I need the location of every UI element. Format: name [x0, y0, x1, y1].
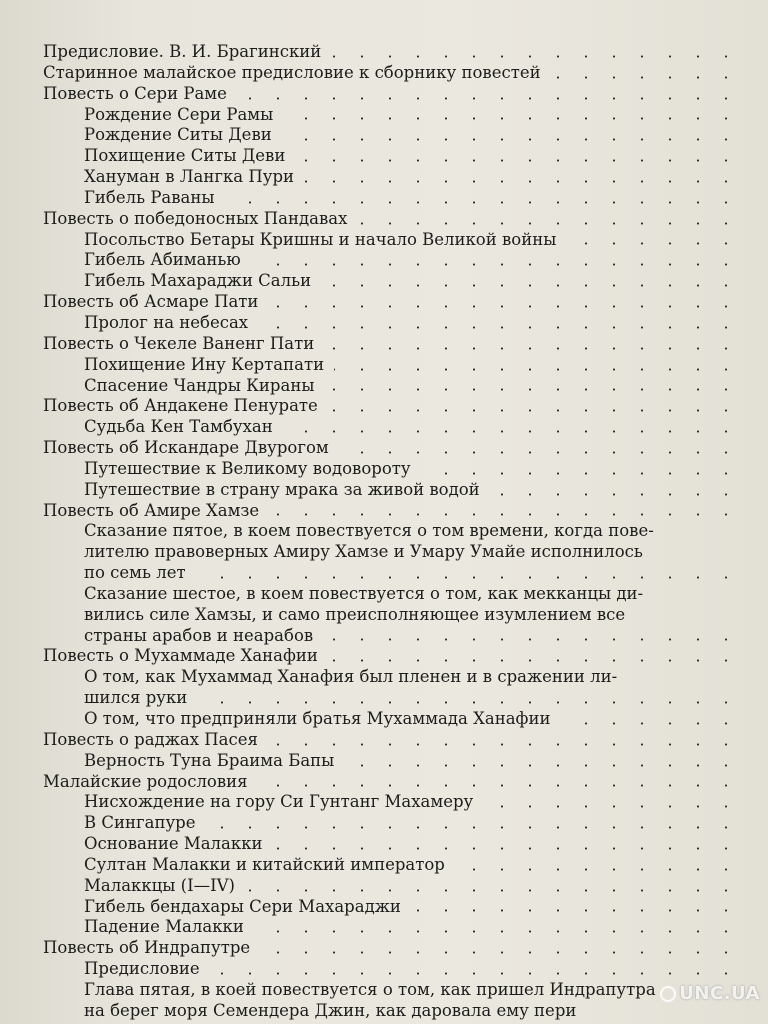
- toc-entry-title: Малайские родословия: [43, 771, 248, 791]
- toc-subsection-entry: [40, 188, 740, 209]
- toc-entry-title: Сказание пятое, в коем повествуется о том времени, когда пове-: [84, 521, 654, 541]
- toc-subsection-entry: [40, 834, 740, 855]
- dot-leader: [490, 493, 740, 496]
- toc-subsection-entry: [40, 459, 740, 480]
- toc-entry-title: Рождение Сери Рамы: [84, 104, 274, 124]
- toc-subsection-entry: [40, 542, 740, 563]
- toc-entry-title: Повесть о Чекеле Ваненг Пати: [43, 333, 315, 353]
- dot-leader: [551, 76, 740, 79]
- toc-subsection-entry: [40, 792, 740, 813]
- dot-leader: [237, 97, 740, 100]
- watermark-logo-icon: [660, 986, 676, 1002]
- toc-section-entry: [40, 63, 740, 84]
- dot-leader: [328, 409, 740, 412]
- toc-subsection-entry: [40, 376, 740, 397]
- toc-entry-title: Повесть об Асмаре Пати: [43, 292, 259, 312]
- dot-leader: [560, 722, 740, 725]
- toc-entry-title: Повесть об Андакене Пенурате: [43, 396, 318, 416]
- dot-leader: [260, 951, 740, 954]
- dot-leader: [339, 451, 740, 454]
- toc-subsection-entry: [40, 313, 740, 334]
- toc-entry-title: Хануман в Лангка Пури: [84, 167, 295, 187]
- toc-entry-title: Рождение Ситы Деви: [84, 125, 272, 145]
- toc-entry-title: на берег моря Семендера Джин, как даровала ему пери: [84, 1000, 577, 1020]
- dot-leader: [196, 576, 740, 579]
- dot-leader: [283, 117, 740, 120]
- dot-leader: [282, 138, 740, 141]
- toc-subsection-entry: [40, 980, 740, 1001]
- toc-entry-title: по семь лет: [84, 563, 186, 583]
- toc-subsection-entry: [40, 688, 740, 709]
- dot-leader: [328, 659, 740, 662]
- toc-subsection-entry: [40, 813, 740, 834]
- toc-subsection-entry: [40, 959, 740, 980]
- toc-section-entry: [40, 84, 740, 105]
- toc-entry-title: Путешествие к Великому водовороту: [84, 458, 411, 478]
- toc-entry-title: Сказание шестое, в коем повествуется о том, как мекканцы ди-: [84, 583, 644, 603]
- toc-section-entry: [40, 209, 740, 230]
- toc-section-entry: [40, 334, 740, 355]
- toc-entry-title: Повесть об Индрапутре: [43, 938, 251, 958]
- dot-leader: [254, 930, 740, 933]
- toc-subsection-entry: [40, 230, 740, 251]
- toc-section-entry: [40, 938, 740, 959]
- toc-entry-title: Предисловие. В. И. Брагинский: [43, 42, 322, 61]
- toc-entry-title: вились силе Хамзы, и само преисполняющее изумлением все: [84, 604, 626, 624]
- dot-leader: [273, 847, 740, 850]
- dot-leader: [455, 868, 740, 871]
- toc-subsection-entry: [40, 897, 740, 918]
- toc-subsection-entry: [40, 167, 740, 188]
- dot-leader: [251, 263, 740, 266]
- dot-leader: [331, 55, 740, 58]
- toc-subsection-entry: [40, 605, 740, 626]
- dot-leader: [283, 430, 740, 433]
- dot-leader: [304, 180, 740, 183]
- toc-section-entry: [40, 730, 740, 751]
- toc-entry-title: Гибель Махараджи Сальи: [84, 271, 312, 291]
- toc-subsection-entry: [40, 355, 740, 376]
- dot-leader: [324, 347, 740, 350]
- toc-entry-title: Глава пятая, в коей повествуется о том, как пришел Индрапутра: [84, 979, 656, 999]
- toc-entry-title: Падение Малакки: [84, 917, 244, 937]
- dot-leader: [334, 368, 740, 371]
- dot-leader: [258, 784, 740, 787]
- toc-entry-title: Путешествие в страну мрака за живой водой: [84, 479, 480, 499]
- toc-subsection-entry: [40, 876, 740, 897]
- toc-section-entry: [40, 772, 740, 793]
- toc-entry-title: Гибель Абиманью: [84, 250, 241, 270]
- toc-entry-title: Султан Малакки и китайский император: [84, 854, 445, 874]
- dot-leader: [323, 638, 740, 641]
- toc-entry-title: О том, как Мухаммад Ханафия был пленен и в сражении ли-: [84, 667, 618, 687]
- dot-leader: [206, 826, 740, 829]
- dot-leader: [258, 326, 740, 329]
- toc-subsection-entry: [40, 1001, 740, 1022]
- dot-leader: [268, 743, 740, 746]
- toc-entry-title: Повесть об Амире Хамзе: [43, 500, 260, 520]
- toc-entry-title: В Сингапуре: [84, 813, 196, 833]
- toc-entry-title: Основание Малакки: [84, 834, 263, 854]
- toc-entry-title: Старинное малайское предисловие к сборнику повестей: [43, 62, 541, 82]
- dot-leader: [210, 972, 740, 975]
- dot-leader: [411, 909, 740, 912]
- dot-leader: [421, 472, 740, 475]
- toc-entry-title: Повесть о победоносных Пандавах: [43, 208, 348, 228]
- toc-subsection-entry: [40, 709, 740, 730]
- toc-entry-title: Посольство Бетары Кришны и начало Великой войны: [84, 229, 557, 249]
- toc-entry-title: О том, что предприняли братья Мухаммада Ханафии: [84, 709, 551, 728]
- toc-entry-title: лителю правоверных Амиру Хамзе и Умару Умайе исполнилось: [84, 542, 643, 562]
- toc-subsection-entry: [40, 105, 740, 126]
- dot-leader: [197, 701, 740, 704]
- toc-entry-title: Пролог на небесах: [84, 312, 249, 332]
- toc-entry-title: Нисхождение на гору Си Гунтанг Махамеру: [84, 792, 474, 812]
- dot-leader: [245, 889, 740, 892]
- dot-leader: [295, 159, 740, 162]
- toc-entry-title: Повесть о Сери Раме: [43, 83, 227, 103]
- toc-section-entry: [40, 42, 740, 63]
- toc-section-entry: [40, 438, 740, 459]
- toc-section-entry: [40, 501, 740, 522]
- dot-leader: [344, 764, 740, 767]
- dot-leader: [483, 805, 740, 808]
- toc-entry-title: Повесть о Мухаммаде Ханафии: [43, 646, 318, 666]
- toc-subsection-entry: [40, 271, 740, 292]
- toc-entry-title: Повесть об Искандаре Двурогом: [43, 438, 329, 458]
- dot-leader: [566, 242, 740, 245]
- dot-leader: [324, 388, 740, 391]
- toc-entry-title: Спасение Чандры Кираны: [84, 375, 315, 395]
- dot-leader: [357, 222, 740, 225]
- toc-subsection-entry: [40, 584, 740, 605]
- toc-entry-title: Судьба Кен Тамбухан: [84, 417, 273, 437]
- toc-entry-title: Гибель бендахары Сери Махараджи: [84, 896, 401, 916]
- toc-subsection-entry: [40, 626, 740, 647]
- toc-entry-title: Похищение Ину Кертапати: [84, 354, 325, 374]
- toc-subsection-entry: [40, 125, 740, 146]
- watermark: UNC.UA: [660, 983, 760, 1004]
- toc-entry-title: Малаккцы (I—IV): [84, 875, 235, 895]
- toc-subsection-entry: [40, 751, 740, 772]
- toc-section-entry: [40, 292, 740, 313]
- toc-entry-title: страны арабов и неарабов: [84, 625, 314, 645]
- toc-subsection-entry: [40, 855, 740, 876]
- dot-leader: [269, 513, 740, 516]
- toc-entry-title: Похищение Ситы Деви: [84, 146, 286, 166]
- toc-subsection-entry: [40, 250, 740, 271]
- dot-leader: [321, 284, 740, 287]
- toc-subsection-entry: [40, 417, 740, 438]
- toc-section-entry: [40, 396, 740, 417]
- table-of-contents: [40, 42, 740, 1022]
- toc-entry-title: Предисловие: [84, 959, 200, 979]
- toc-entry-title: Повесть о раджах Пасея: [43, 729, 258, 749]
- toc-subsection-entry: [40, 480, 740, 501]
- toc-entry-title: Гибель Раваны: [84, 187, 215, 207]
- toc-subsection-entry: [40, 917, 740, 938]
- toc-entry-title: шился руки: [84, 688, 188, 708]
- dot-leader: [225, 201, 740, 204]
- toc-subsection-entry: [40, 667, 740, 688]
- toc-entry-title: Верность Туна Браима Бапы: [84, 750, 335, 770]
- toc-subsection-entry: [40, 563, 740, 584]
- toc-section-entry: [40, 646, 740, 667]
- toc-subsection-entry: [40, 146, 740, 167]
- toc-subsection-entry: [40, 521, 740, 542]
- dot-leader: [268, 305, 740, 308]
